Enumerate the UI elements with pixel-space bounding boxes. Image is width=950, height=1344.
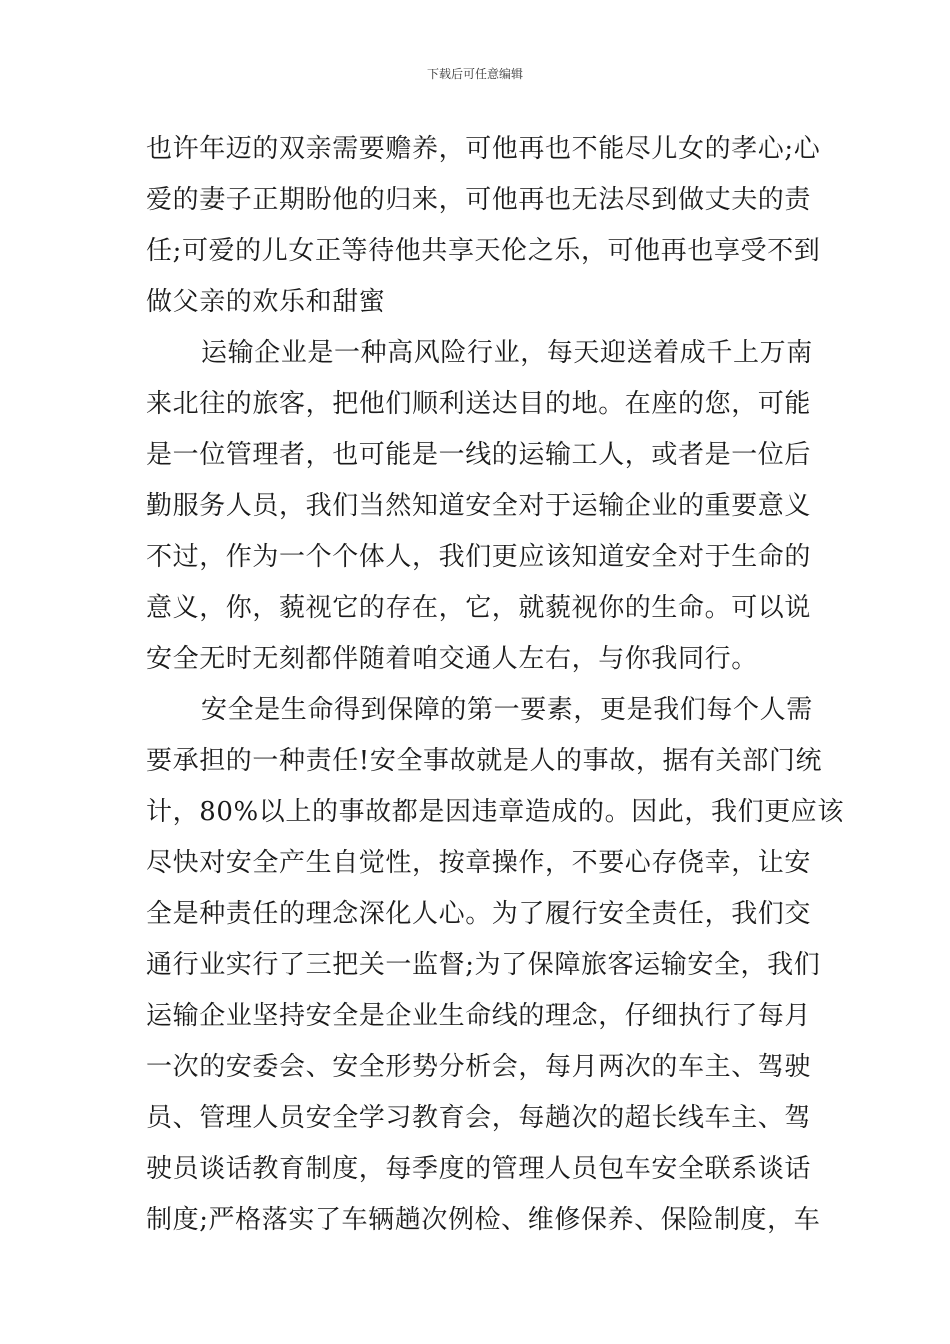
text-line: 驶员谈话教育制度，每季度的管理人员包车安全联系谈话 [146, 1154, 812, 1184]
paragraph-1 [146, 124, 821, 328]
text-line: 来北往的旅客，把他们顺利送达目的地。在座的您，可能 [146, 389, 812, 419]
text-line: 也许年迈的双亲需要赡养，可他再也不能尽儿女的孝心;心 [146, 134, 821, 164]
text-line: 做父亲的欢乐和甜蜜 [146, 287, 386, 317]
paragraph-2 [146, 328, 813, 685]
text-line: 是一位管理者，也可能是一线的运输工人，或者是一位后 [146, 440, 812, 470]
text-line: 计，80%以上的事故都是因违章造成的。因此，我们更应该 [146, 797, 844, 827]
text-line: 不过，作为一个个体人，我们更应该知道安全对于生命的 [146, 542, 812, 572]
text-line: 意义，你，藐视它的存在，它，就藐视你的生命。可以说 [146, 593, 812, 623]
text-line: 勤服务人员，我们当然知道安全对于运输企业的重要意义 [146, 491, 812, 521]
text-line: 制度;严格落实了车辆趟次例检、维修保养、保险制度，车 [146, 1205, 821, 1235]
text-line: 一次的安委会、安全形势分析会，每月两次的车主、驾驶 [146, 1052, 812, 1082]
paragraph-3 [146, 685, 844, 1246]
text-line: 安全是生命得到保障的第一要素，更是我们每个人需 [201, 695, 813, 725]
text-line: 尽快对安全产生自觉性，按章操作，不要心存侥幸，让安 [146, 848, 812, 878]
page-header: 下载后可任意编辑 [426, 67, 523, 81]
text-line: 通行业实行了三把关一监督;为了保障旅客运输安全，我们 [146, 950, 821, 980]
text-line: 运输企业坚持安全是企业生命线的理念，仔细执行了每月 [146, 1001, 812, 1031]
text-line: 全是种责任的理念深化人心。为了履行安全责任，我们交 [146, 899, 812, 929]
document-body [146, 124, 844, 1246]
text-line: 要承担的一种责任!安全事故就是人的事故，据有关部门统 [146, 746, 823, 776]
text-line: 任;可爱的儿女正等待他共享天伦之乐，可他再也享受不到 [146, 236, 821, 266]
text-line: 运输企业是一种高风险行业，每天迎送着成千上万南 [201, 338, 813, 368]
text-line: 员、管理人员安全学习教育会，每趟次的超长线车主、驾 [146, 1103, 812, 1133]
text-line: 爱的妻子正期盼他的归来，可他再也无法尽到做丈夫的责 [146, 185, 812, 215]
text-line: 安全无时无刻都伴随着咱交通人左右，与你我同行。 [146, 644, 758, 674]
